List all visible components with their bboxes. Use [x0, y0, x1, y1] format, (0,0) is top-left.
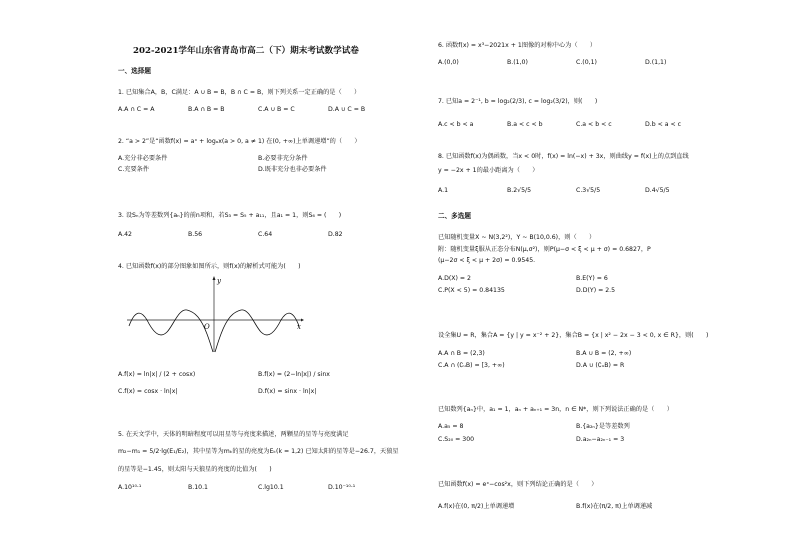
q2-option-c[interactable]: C.充要条件: [118, 166, 150, 173]
q7-option-a[interactable]: A.c < b < a: [438, 121, 474, 128]
question-5-line-2: m₂−m₁ = 5/2·lg(E₁/E₂)，其中星等为mₖ的星的亮度为Eₖ(k = 1,2) 已知太阳的星等是−26.7，天狼星: [118, 448, 399, 455]
section-heading-choice: 一、选择题: [118, 67, 151, 75]
question-11-stem: 已知数列{aₙ}中，a₁ = 1，aₙ + aₙ₊₁ = 3n，n ∈ N*，则下列说法正确的是（ ）: [438, 406, 673, 413]
q12-option-b[interactable]: B.f(x)在(π/2, π)上单调递减: [576, 503, 653, 510]
question-3-stem: 3. 设Sₙ为等差数列{aₙ}的前n项和，若S₃ = S₅ + a₁₁，且a₁ = 1，则S₆ = ( ): [118, 212, 342, 219]
question-8-line-1: 8. 已知函数f(x)为偶函数，当x < 0时，f(x) = ln(−x) + 3x，则曲线y = f(x)上的点到直线: [438, 153, 689, 160]
q3-option-b[interactable]: B.56: [188, 231, 203, 238]
q11-option-b[interactable]: B.{a₂ₙ}是等差数列: [576, 423, 630, 430]
question-12-stem: 已知函数f(x) = eˣ−cos²x，则下列结论正确的是（ ）: [438, 481, 598, 488]
q7-option-b[interactable]: B.a < c < b: [507, 121, 543, 128]
question-7-stem: 7. 已知a = 2⁻¹, b = log₂(2/3), c = log₂(3/2)，则( ): [438, 98, 598, 105]
x-axis-label: x: [297, 323, 301, 331]
q8-option-d[interactable]: D.4√5/5: [645, 187, 670, 194]
q10-option-b[interactable]: B.A ∪ B = (2, +∞): [576, 350, 632, 357]
curve-right-branch: [215, 310, 299, 352]
question-5-line-3: 的星等是−1.45，则太阳与天狼星的亮度的比值为( ): [118, 466, 272, 473]
q6-option-b[interactable]: B.(1,0): [507, 59, 528, 66]
q3-option-d[interactable]: D.82: [328, 231, 343, 238]
x-axis-arrow: [301, 319, 304, 322]
q8-option-b[interactable]: B.2√5/5: [507, 187, 532, 194]
q5-option-d[interactable]: D.10⁻¹⁰·¹: [328, 484, 356, 491]
q8-option-a[interactable]: A.1: [438, 187, 449, 194]
q12-option-a[interactable]: A.f(x)在(0, π/2)上单调递增: [438, 503, 515, 510]
question-5-line-1: 5. 在天文学中，天体的明暗程度可以用星等与亮度来描述，两颗星的星等与亮度满足: [118, 431, 349, 438]
q4-option-c[interactable]: C.f(x) = cosx · ln|x|: [118, 388, 178, 395]
page-title: 202-2021学年山东省青岛市高二（下）期末考试数学试卷: [133, 46, 359, 56]
q9-option-d[interactable]: D.D(Y) = 2.5: [576, 287, 616, 294]
question-8-line-2: y = −2x + 1的最小距离为（ ）: [438, 167, 539, 174]
question-6-stem: 6. 函数f(x) = x³−2021x + 1图像的对称中心为（ ）: [438, 42, 597, 49]
function-graph: [125, 274, 305, 354]
q11-option-c[interactable]: C.S₂₀ = 300: [438, 436, 475, 443]
q8-option-c[interactable]: C.3√5/5: [576, 187, 601, 194]
question-9-line-2: 附：随机变量ξ服从正态分布N(μ,σ²)，则P(μ−σ < ξ < μ + σ) = 0.6827，P: [438, 246, 651, 253]
q2-option-b[interactable]: B.必要非充分条件: [258, 155, 308, 162]
y-axis-arrow: [213, 276, 216, 280]
q3-option-a[interactable]: A.42: [118, 231, 132, 238]
question-9-line-3: (μ−2σ < ξ < μ + 2σ) = 0.9545.: [438, 257, 536, 264]
q1-option-b[interactable]: B.A ∩ B = B: [188, 106, 225, 113]
q4-option-b[interactable]: B.f(x) = (2−ln|x|) / sinx: [258, 371, 330, 378]
question-1-stem: 1. 已知集合A，B，C满足：A ∪ B = B，B ∩ C = B，则下列关系一定正确的是（ ）: [118, 89, 361, 96]
q9-option-c[interactable]: C.P(X < 5) = 0.84135: [438, 287, 505, 294]
q10-option-a[interactable]: A.A ∩ B = (2,3): [438, 350, 485, 357]
q1-option-d[interactable]: D.A ∪ C = B: [328, 106, 366, 113]
q5-option-b[interactable]: B.10.1: [188, 484, 208, 491]
y-axis-label: y: [217, 277, 221, 285]
q4-option-d[interactable]: D.f(x) = sinx · ln|x|: [258, 388, 317, 395]
q6-option-a[interactable]: A.(0,0): [438, 59, 459, 66]
q3-option-c[interactable]: C.64: [258, 231, 273, 238]
origin-label: O: [204, 323, 210, 331]
q7-option-d[interactable]: D.b < a < c: [645, 121, 682, 128]
q9-option-a[interactable]: A.D(X) = 2: [438, 275, 471, 282]
q9-option-b[interactable]: B.E(Y) = 6: [576, 275, 608, 282]
section-heading-multi: 二、多选题: [438, 212, 471, 220]
q2-option-d[interactable]: D.既非充分也非必要条件: [258, 166, 327, 173]
question-4-stem: 4. 已知函数f(x)的部分图象如图所示，则f(x)的解析式可能为( ): [118, 263, 301, 270]
q11-option-d[interactable]: D.a₂ₙ−a₂ₙ₋₁ = 3: [576, 436, 625, 443]
q5-option-a[interactable]: A.10¹⁰·¹: [118, 484, 142, 491]
q7-option-c[interactable]: C.a < b < c: [576, 121, 612, 128]
q4-option-a[interactable]: A.f(x) = ln|x| / (2 + cosx): [118, 371, 196, 378]
question-10-stem: 设全集U = R，集合A = {y | y = x⁻² + 2}，集合B = {x | x² − 2x − 3 < 0, x ∈ R}，则( ): [438, 332, 709, 339]
q10-option-c[interactable]: C.A ∩ (∁ᵤB) = [3, +∞): [438, 362, 505, 369]
curve-left-branch: [129, 310, 213, 352]
q5-option-c[interactable]: C.lg10.1: [258, 484, 284, 491]
q6-option-d[interactable]: D.(1,1): [645, 59, 667, 66]
q10-option-d[interactable]: D.A ∪ (∁ᵤB) = R: [576, 362, 625, 369]
q2-option-a[interactable]: A.充分非必要条件: [118, 155, 168, 162]
q1-option-c[interactable]: C.A ∪ B = C: [258, 106, 295, 113]
q1-option-a[interactable]: A.A ∩ C = A: [118, 106, 155, 113]
question-2-stem: 2. “a > 2”是“函数f(x) = aˣ + logₐx(a > 0, a ≠ 1) 在(0, +∞)上单调递增”的（ ）: [118, 138, 361, 145]
q6-option-c[interactable]: C.(0,1): [576, 59, 597, 66]
q11-option-a[interactable]: A.a₅ = 8: [438, 423, 464, 430]
question-9-line-1: 已知随机变量X ~ N(3,2²)，Y ~ B(10,0.6)，则（ ）: [438, 234, 596, 241]
